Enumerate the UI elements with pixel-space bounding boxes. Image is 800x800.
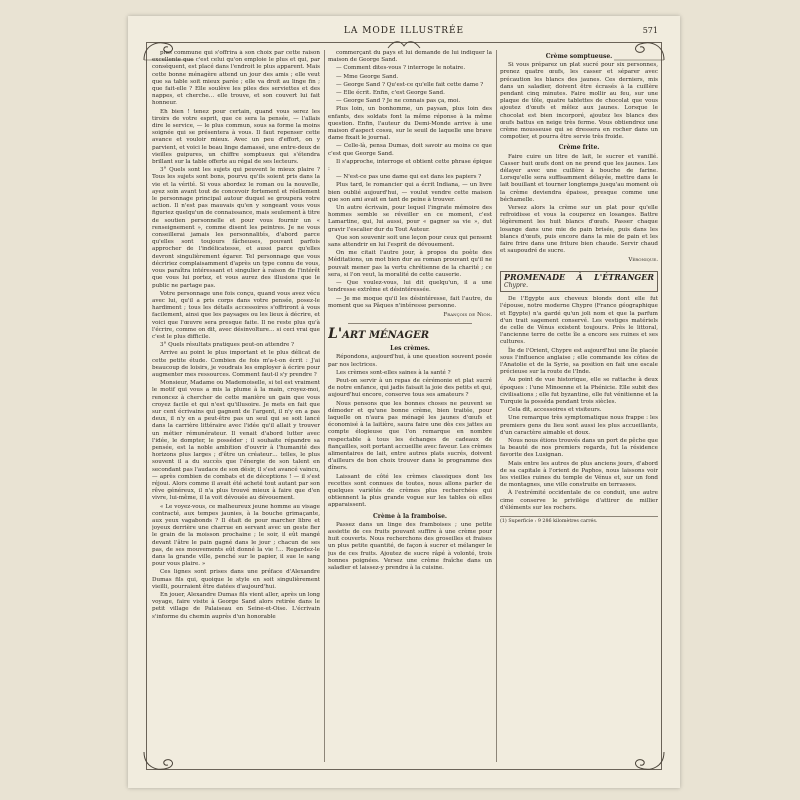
paragraph: — Celle-là, pensa Dumas, doit savoir au moins ce que c'est que George Sand. <box>328 143 492 157</box>
paragraph: commerçant du pays et lui demande de lui indiquer la maison de George Sand. <box>328 50 492 64</box>
paragraph: Nous pensons que les bonnes choses ne peuvent se démoder et qu'une bonne crème, bien traitée, pour laquelle on n'aura pas ménagé les jaunes d'œufs et économisé à la laitière, saura faire une dès ces jattes au compte élogieuse que l'on remarque en nombre respectable à tous les échanges de cadeaux de fiançailles, soit portant accueillie avec faveur. Les crèmes alimentaires de lait, entre autres plats sucrés, doivent d'ailleurs de bon choix trouver dans le programme des dîners. <box>328 400 492 472</box>
paragraph: Il s'approche, interroge et obtient cette phrase épique : <box>328 158 492 173</box>
paragraph: Si vous préparez un plat sucré pour six personnes, prenez quatre œufs, les casser et séparer avec précaution les blancs des jaunes. Ces derniers, mis dans un saladier, doivent être écrasés à la cuillère pendant cinq minutes. Faire mollir au feu, sur une plaque de tôle, quatre tablettes de chocolat que vous ajoutez d'œufs et mêlez aux jaunes. Lorsque le chocolat est bien incorporé, ajoutez les blancs des œufs battus en neige très ferme. Vous obtiendrez une crème mousseuse qui se dressera en rocher dans un compotier, et pourra être servie très froide. <box>500 62 658 141</box>
section-title-initial: L' <box>328 326 343 343</box>
paragraph: De l'Egypte aux cheveux blonds dont elle fut l'épouse, notre moderne Chypre (France géographique et Egypte) n'a gardé qu'un joli nom et que la parfum d'un trait sagement conservé. Les vestiges matériels de celle de Vénus existent toujours. Près le littoral, l'ancienne terre de cette île a encore ses ruines et ses cultures. <box>500 296 658 346</box>
paragraph: — Je me moque qu'il les désintéresse, fait l'autre, du moment que sa Pâques n'intéresse personne. <box>328 295 492 309</box>
paragraph: Versez alors la crème sur un plat pour qu'elle refroidisse et vous la couperez en losanges. Battre légèrement les huit blancs d'œufs. Passer chaque losange dans une mie de pain brisée, puis dans les blancs d'œufs, puis encore dans la mie de pain et les faire frire dans une friture bien chaude. Servir chaud et saupoudré de sucre. <box>500 205 658 255</box>
paragraph: Une remarque très symptomatique nous frappe : les premiers gens du lieu sont aussi les plus accueillants, d'un caractère aimable et doux. <box>500 415 658 436</box>
paragraph: — Que voulez-vous, lui dit quelqu'un, il a une tendresse extrême et désintéressée. <box>328 280 492 294</box>
subsection-title: Crème somptueuse. <box>545 53 613 60</box>
paragraph: — Elle écrit. Enfin, c'est George Sand. <box>336 90 445 97</box>
paragraph: Répondons, aujourd'hui, à une question souvent posée par nos lectrices. <box>328 354 492 368</box>
paragraph: 3° Quels sont les sujets qui peuvent le mieux plaire ? Tous les sujets sont bons, pourvu qu'ils soient pris dans la vie et la vérité. Si vous abordez le roman ou la nouvelle, ayez soin avant tout de concevoir fortement et réellement le personnage principal autour duquel se groupera votre action. Il n'est pas mauvais qu'en y songeant vous vous figuriez quelqu'un de connaissance, mais seulement à titre de soutien personnelle et pour vous fournir un « renseignement », comme disent les peintres. Je ne vous conseillerai jamais les personnalités, d'abord parce qu'elles sont toujours fâcheuses, pouvant parfois approcher de l'indélicatesse, et aussi parce qu'elles devront singulièrement égarer. Tel personnage que vous décririez complaisamment d'après un type connu de vous, vous paraîtra intéressant et singulier à raison de l'intérêt que vous lui portez, et vous aurez des illusions que le public ne partage pas. <box>152 167 320 289</box>
subsection-title: Crème à la framboise. <box>373 512 447 520</box>
paragraph: Laissant de côté les crèmes classiques dont les recettes sont connues de toutes, nous allons parler de quelques variétés de crèmes plus recherchées qui obtiennent la plus grande vogue sur les tables où elles apparaissent. <box>328 473 492 509</box>
paragraph: Monsieur, Madame ou Mademoiselle, si tel est vraiment le motif qui vous a mis la plume à la main, croyez-moi, renoncez à chercher de cette manière un gain que vous croyez facile et qui n'est qu'illusoire. Je mets en fait que sur cent écrivains qui gagnent de l'argent, il n'y en a pas deux, il n'y en a peut-être pas un seul qui se soit lancé dans la carrière littéraire avec l'idée qu'il allait y trouver un métier rémunérateur. Il venait d'abord lutter avec l'idée, le dompter, le posséder ; il souhaite répandre sa pensée, est la noble ambition d'ouvrir à l'humanité des horizons plus larges ; d'être un créateur… telles, le plus souvent il a du succès que l'énergie de son talent en secondant pas l'audace de son désir, il s'est avancé vaincu, — après combien de combats et de déceptions ! — il s'est réjoui. Alors comme il avait été acheté tout autant par son rêve généreux, il n'a plus trouvé mieux à faire que d'en vivre, lui-même, il la voit dévouée au dévouement. <box>152 380 320 502</box>
author-signature: Véronique. <box>628 257 658 264</box>
paragraph: Votre personnage une fois conçu, quand vous avez vécu avec lui, qu'il a pris corps dans votre pensée, posez-le hardiment ; tous les détails accessoires s'offriront à vous facilement, ainsi que les paysages ou les lieux à décrire, et voici que l'œuvre sera presque faite. Il ne reste plus qu'à l'écrire, comme on dit, avec désinvolture… si ceci vrai que c'est le plus difficile. <box>152 290 320 340</box>
paragraph: Ces lignes sont prises dans une préface d'Alexandre Dumas fils qui, quoique le style en soit singulièrement vieilli, pourraient être datées d'aujourd'hui. <box>152 569 320 590</box>
paragraph: — George Sand ? Je ne connais pas ça, moi. <box>336 98 461 105</box>
paragraph: Un autre écrivain, pour lequel l'ingrate mémoire des hommes semble se réveiller en ce moment, c'est Lamartine, qui, lui aussi, pour « gagner sa vie », dut gravir l'escalier dur du Tout Auteur. <box>328 205 492 233</box>
column-middle <box>328 50 492 762</box>
column-left <box>152 50 320 762</box>
column-divider <box>496 50 497 762</box>
paragraph: 3° Quels résultats pratiques peut-on attendre ? <box>160 342 295 349</box>
paragraph: — George Sand ? Qu'est-ce qu'elle fait cette dame ? <box>336 81 484 88</box>
paragraph: Nous nous étions trouvés dans un port de pêche que la beauté de nos premiers regards, fut la résidence favorite des Lusignan. <box>500 437 658 459</box>
paragraph: Faire cuire un litre de lait, le sucrer et vanillé. Casser huit œufs dont on ne prend que les jaunes. Les délayer avec une cuillère à bouche de farine. Lorsqu'elle sera suffisamment délayée, mettre dans le lait bouillant et tourner longtemps jusqu'au moment où la crème deviendra épaisse, presque comme une béchamelle. <box>500 153 658 203</box>
column-right <box>500 50 658 762</box>
paragraph: plus commune qui s'offrira à son choix par cette raison excellente que c'est celui qu'on emploie le plus et qui, par conséquent, est placé dans l'endroit le plus apparent. Mais cette bonne ménagère attend un jour des amis ; elle veut que sa table soit mieux parée ; elle va droit au linge fin ; que fait-elle ? Elle soulève les piles des serviettes et des nappes, et cherche… elle trouve, et son couvert lui fait honneur. <box>152 50 320 107</box>
paragraph: — N'est-ce pas une dame qui est dans les papiers ? <box>336 174 482 181</box>
footnote: (1) Superficie : 9 286 kilomètres carrés. <box>500 516 658 525</box>
paragraph: « Le voyez-vous, ce malheureux jeune homme au visage contracté, aux tempes jaunies, à la bouche grimaçante, aux yeux vagabonds ? Il était de pour marcher libre et joyeux derrière une charrue en servant avec un geste fier le grain de la moisson prochaine ; le soir, il eût mangé devant l'âtre le pain gagné dans le jour ; chacun de ses pas, de ses mouvements eût donné la vie !… Regardez-le dans la grande ville, penché sur le papier, il sue le sang pour vous plaire. » <box>152 503 320 568</box>
paragraph: Eh bien ! tenez pour certain, quand vous serez les tiroirs de votre esprit, que ce sera la pensée, — l'allais dire le service, — le plus commun, sous sa forme la moins soignée qui se présentera à vous. Il faut repenser cette avance et vouloir mieux. Avec un peu d'effort, on y parvient, et voici le beau linge damassé, une entre-deux de vieilles guipures, un chiffre somptueux qui s'étendra brillant sur la table offerte au régal de ses lecteurs. <box>152 108 320 166</box>
page-number: 571 <box>642 26 658 35</box>
paragraph: Peut-on servir à un repas de cérémonie et plat sucré de notre enfance, qui jadis faisait la joie des petits et qui, aujourd'hui encore, conserve tous ses amateurs ? <box>328 377 492 399</box>
section-subtitle: Chypre. <box>504 281 529 289</box>
journal-title: LA MODE ILLUSTRÉE <box>343 26 465 36</box>
column-divider <box>324 50 325 762</box>
paragraph: Que son souvenir soit une leçon pour ceux qui pensent sans attendrir en lui l'esprit de dévouement. <box>328 234 492 249</box>
paragraph: Passez dans un linge des framboises ; une petite assiette de ces fruits pouvant suffire à une crème pour huit couverts. Nous recherchons des groseilles et fraises un plus petite quantité, de façon à sucrer et mélanger le jus de ces fruits. Ajoutez de sucre râpé à volonté, trois bonnes poignées. Versez une crème fraîche dans un saladier et laissez-y prendre à la cuisine. <box>328 521 492 571</box>
paragraph: Plus loin, un bonhomme, un paysan, plus loin des enfants, des soldats font la même réponse à la même question. Enfin, l'auteur du Demi-Monde arrive à une maison d'aspect cossu, sur le seuil de laquelle une brave dame fixait le journal. <box>328 106 492 142</box>
paragraph: On me citait l'autre jour, à propos du poète des Méditations, un mot bien dur au roman prouvant qu'il ne pouvait mener pas la vertu chrétienne de la charité ; ce sera, si l'on veut, la moralité de cette causerie. <box>328 250 492 278</box>
subsection-title: Crème frite. <box>558 144 600 152</box>
section-title-text: ART MÉNAGER <box>342 330 430 342</box>
paragraph: À l'extrémité occidentale de ce conduit, une autre cime conserve le privilège d'attirer de millier d'éléments sur les rochers. <box>500 490 658 511</box>
paragraph: — Mme George Sand. <box>336 73 399 80</box>
paragraph: Les crèmes sont-elles saines à la santé ? <box>336 369 451 376</box>
magazine-page <box>128 16 680 788</box>
section-title-art-menager <box>328 328 492 342</box>
paragraph: Arrive au point le plus important et le plus délicat de cette petite étude. Combien de fois m'a-t-on écrit : J'ai beaucoup de loisirs, je voudrais les employer à écrire pour augmenter mes ressources. Comment faut-il s'y prendre ? <box>152 350 320 378</box>
paragraph: En jouer, Alexandre Dumas fils vient aller, après un long voyage, faire visite à George Sand alors retirée dans le petit village de Palaiseau en Seine-et-Oise. L'écrivain s'informe du chemin auprès d'un honorable <box>152 592 320 620</box>
paragraph: Mais entre les autres de plus anciens jours, d'abord de sa capitale à l'orient de Paphos, nous laissons voir les vieilles ruines du temple de Vénus et, sur un fond de montagnes, une ville construite en terrasses. <box>500 460 658 489</box>
subsection-title: Les crèmes. <box>390 345 430 353</box>
paragraph: Île de l'Orient, Chypre est aujourd'hui une île placée sous l'influence anglaise ; elle commande les côtes de l'Anatolie et de la Syrie, sa position en fait une escale précieuse sur la route de l'Inde. <box>500 347 658 376</box>
author-signature: François de Nion. <box>443 311 492 318</box>
section-title-text: PROMENADE À L'ÉTRANGER <box>504 271 654 282</box>
paragraph: Plus tard, le romancier qui a écrit Indiana, — un livre bien oublié aujourd'hui, — voulut vendre cette maison que son ami avait en tant de peine à trouver. <box>328 182 492 203</box>
paragraph: — Comment dites-vous ? interroge le notaire. <box>336 65 466 72</box>
section-title-promenade <box>500 271 658 292</box>
paragraph: Cela dit, accessoires et visiteurs. <box>508 407 602 414</box>
section-divider <box>348 323 472 324</box>
paragraph: Au point de vue historique, elle se rattache à deux époques : l'une Minoenne et la Phénicie. Elle subit des civilisations ; elle fut byzantine, elle fut vénitienne et la Turquie la posséda pendant trois siècles. <box>500 377 658 405</box>
